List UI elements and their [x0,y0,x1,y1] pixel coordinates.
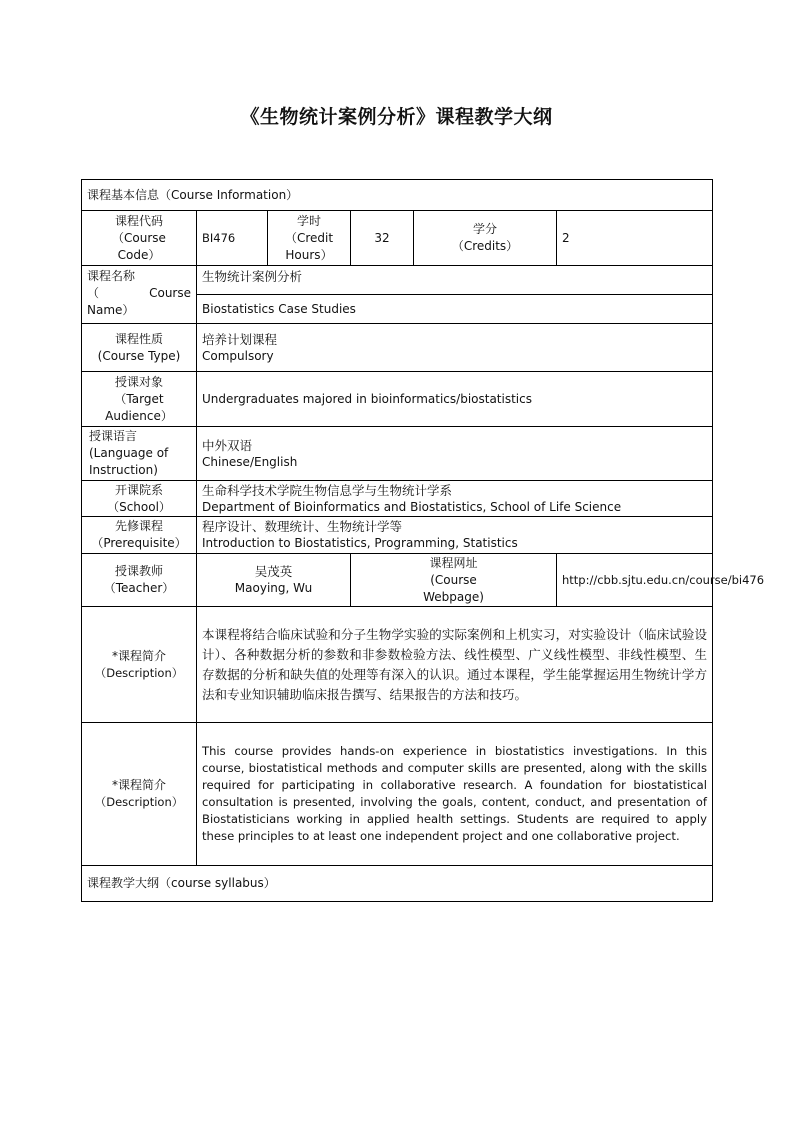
language-label-en-1: (Language of [89,446,169,460]
school-value-cn: 生命科学技术学院生物信息学与生物统计学系 [202,482,453,498]
course-info-table [81,179,765,902]
credit-hours-value: 32 [351,211,414,266]
course-type-value-en: Compulsory [202,348,274,363]
section-info-header: 课程基本信息（Course Information） [82,180,713,211]
credits-value: 2 [557,211,713,266]
description-en-label [82,723,197,866]
credit-hours-label-en-open: （Credit [284,230,334,245]
course-name-value-en: Biostatistics Case Studies [197,295,713,324]
target-audience-label-cn: 授课对象 [114,374,163,389]
course-name-value-cn: 生物统计案例分析 [197,266,713,295]
school-label [82,481,197,517]
target-audience-label-en-open: （Target [114,391,164,406]
course-name-label-cn: 课程名称 [87,269,136,283]
description-cn-label [82,607,197,723]
course-type-label [82,324,197,372]
language-value [197,427,713,481]
prerequisite-label-cn: 先修课程 [114,519,163,533]
course-type-label-cn: 课程性质 [114,331,163,346]
webpage-label-en-2: Webpage) [423,589,484,604]
course-type-value [197,324,713,372]
prerequisite-label [82,517,197,554]
school-label-cn: 开课院系 [114,482,163,497]
school-value [197,481,713,517]
description-cn-label-cn: *课程简介 [111,648,166,663]
school-row [82,481,713,517]
teacher-label-en: （Teacher） [103,581,175,595]
target-audience-label-en-close: Audience） [105,408,173,423]
teacher-value-en: Maoying, Wu [234,581,313,595]
language-label-cn: 授课语言 [89,429,138,443]
prerequisite-value [197,517,713,554]
section-info-row [82,180,713,211]
prerequisite-label-en: （Prerequisite） [91,536,187,550]
audience-row [82,372,713,427]
target-audience-label [82,372,197,427]
prerequisite-value-cn: 程序设计、数理统计、生物统计学等 [202,519,403,534]
code-row [82,211,713,266]
description-en-text: This course provides hands-on experience in biostatistics investigations. In this course, biostatistical methods and computer skills are presented, along with the skills required for participating in collaborative research. A foundation for biostatistical consultation is presented, involving the goals, content, conduct, and presentation of Biostatisticians working in applied health settings. Students are required to apply these principles to at least one independent project and one collaborative project. [197,723,713,866]
course-code-label-cn: 课程代码 [114,213,163,228]
section-syllabus-header: 课程教学大纲（course syllabus） [82,866,713,902]
credits-label [414,211,557,266]
teacher-value [197,554,351,607]
webpage-value: http://cbb.sjtu.edu.cn/course/bi476 [557,554,713,607]
credits-label-cn: 学分 [472,222,497,236]
course-name-label-en-word: Course [149,286,191,300]
language-row [82,427,713,481]
description-cn-label-en: （Description） [94,665,184,680]
page-title: 《生物统计案例分析》课程教学大纲 [240,106,553,128]
description-en-label-en: （Description） [94,795,184,809]
name-row-cn [82,266,713,295]
course-type-value-cn: 培养计划课程 [202,331,278,347]
course-type-label-en: (Course Type) [97,348,181,363]
teacher-label [82,554,197,607]
credit-hours-label-cn: 学时 [296,213,321,228]
credit-hours-label [268,211,351,266]
teacher-label-cn: 授课教师 [114,564,163,578]
prerequisite-row [82,517,713,554]
course-code-label [82,211,197,266]
description-cn-text: 本课程将结合临床试验和分子生物学实验的实际案例和上机实习，对实验设计（临床试验设计）、各种数据分析的参数和非参数检验方法、线性模型、广义线性模型、非线性模型、生存数据的分析和缺失值的处理等有深入的认识。通过本课程，学生能掌握运用生物统计学方法和专业知识辅助临床报告撰写、结果报告的方法和技巧。 [197,607,713,723]
description-en-row [82,723,713,866]
course-code-label-en-close: Code） [117,247,161,262]
credit-hours-label-en-close: Hours） [285,247,333,262]
language-label-en-2: Instruction) [89,463,158,477]
course-code-label-en-open: （Course [112,230,166,245]
language-value-cn: 中外双语 [202,437,253,453]
webpage-label [351,554,557,607]
language-value-en: Chinese/English [202,454,298,469]
description-en-label-cn: *课程简介 [111,778,166,792]
description-cn-row [82,607,713,723]
course-name-label-en-close: Name） [87,303,135,317]
language-label [82,427,197,481]
webpage-label-en-1: (Course [430,572,477,587]
teacher-value-cn: 吴茂英 [254,564,293,579]
course-code-value: BI476 [197,211,268,266]
course-name-label-en-open: （ [87,286,100,300]
type-row [82,324,713,372]
school-label-en: （School） [107,499,171,514]
school-value-en: Department of Bioinformatics and Biostatistics, School of Life Science [202,499,622,514]
teacher-row [82,554,713,607]
target-audience-value: Undergraduates majored in bioinformatics/biostatistics [197,372,713,427]
course-name-label [82,266,197,324]
course-name-label-en-line [87,285,191,302]
section-syllabus-row [82,866,713,902]
credits-label-en: （Credits） [451,239,519,253]
webpage-label-cn: 课程网址 [429,555,478,570]
prerequisite-value-en: Introduction to Biostatistics, Programming, Statistics [202,536,518,550]
